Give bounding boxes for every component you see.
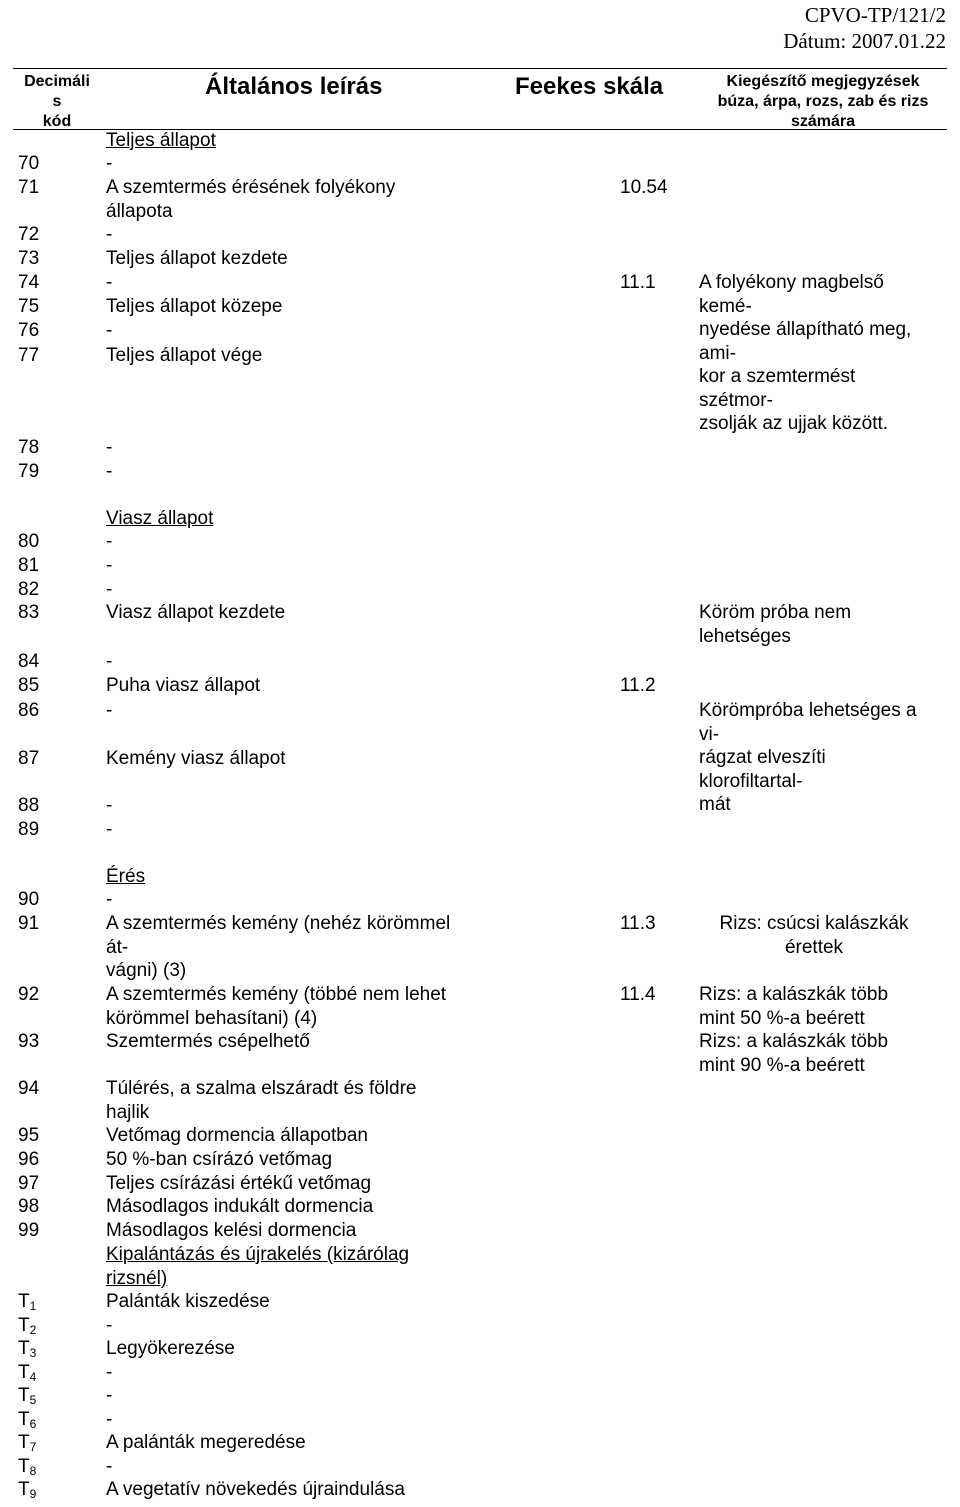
row-code: 87 bbox=[18, 748, 40, 769]
row-code-sub: 9 bbox=[29, 1487, 37, 1501]
row-code-letter: T bbox=[18, 1362, 30, 1383]
row-description: Puha viasz állapot bbox=[106, 675, 261, 696]
row-code: 76 bbox=[18, 320, 40, 341]
row-description: A szemtermés érésének folyékony állapota bbox=[106, 177, 396, 222]
row-description: Teljes csírázási értékű vetőmag bbox=[106, 1173, 372, 1194]
row-note: Rizs: csúcsi kalászkák érettek bbox=[719, 913, 909, 958]
row-note: Köröm próba nem lehetséges bbox=[699, 602, 852, 647]
section-title: Viasz állapot bbox=[106, 508, 214, 529]
row-description: Legyökerezése bbox=[106, 1338, 235, 1359]
row-description: A szemtermés kemény (többé nem lehet körömmel behasítani) (4) bbox=[106, 984, 447, 1029]
row-description: - bbox=[106, 555, 113, 576]
row-code: 78 bbox=[18, 437, 40, 458]
row-code-letter: T bbox=[18, 1479, 30, 1500]
row-feekes: 10.54 bbox=[620, 177, 668, 198]
row-description: - bbox=[106, 1385, 113, 1406]
row-code: 74 bbox=[18, 272, 40, 293]
row-description: A vegetatív növekedés újraindulása bbox=[106, 1479, 405, 1500]
row-description: - bbox=[106, 531, 113, 552]
row-code bbox=[18, 1478, 36, 1507]
row-description: - bbox=[106, 700, 113, 721]
row-code: 94 bbox=[18, 1078, 40, 1099]
row-description: - bbox=[106, 1315, 113, 1336]
col-general-description: Általános leírás bbox=[205, 73, 383, 100]
row-code: 71 bbox=[18, 177, 40, 198]
row-code-letter: T bbox=[18, 1338, 30, 1359]
row-description: A palánták megeredése bbox=[106, 1432, 306, 1453]
row-code: 96 bbox=[18, 1149, 40, 1170]
row-description: Teljes állapot vége bbox=[106, 345, 263, 366]
row-code: 98 bbox=[18, 1196, 40, 1217]
row-description: Palánták kiszedése bbox=[106, 1291, 270, 1312]
row-feekes: 11.1 bbox=[620, 272, 656, 293]
row-code-sub: 6 bbox=[29, 1417, 37, 1431]
row-code: 81 bbox=[18, 555, 40, 576]
document-id: CPVO-TP/121/2 bbox=[804, 3, 946, 27]
row-description: - bbox=[106, 819, 113, 840]
row-description: - bbox=[106, 461, 113, 482]
row-description: Szemtermés csépelhető bbox=[106, 1031, 310, 1052]
row-description: Viasz állapot kezdete bbox=[106, 602, 286, 623]
document-header bbox=[783, 2, 946, 54]
row-description: Kemény viasz állapot bbox=[106, 748, 286, 769]
row-code: 90 bbox=[18, 889, 40, 910]
row-description: Teljes állapot kezdete bbox=[106, 248, 288, 269]
row-code: 86 bbox=[18, 700, 40, 721]
row-code: 85 bbox=[18, 675, 40, 696]
row-description: - bbox=[106, 889, 113, 910]
row-description: Túlérés, a szalma elszáradt és földre hajlik bbox=[106, 1078, 417, 1123]
row-note: Rizs: a kalászkák több mint 50 %-a beérett bbox=[699, 984, 889, 1029]
row-code-sub: 5 bbox=[29, 1393, 37, 1407]
row-code: 91 bbox=[18, 913, 40, 934]
document-date: Dátum: 2007.01.22 bbox=[783, 29, 946, 53]
row-note: A folyékony magbelső kemé- nyedése állapítható meg, ami- kor a szemtermést szétmor- zsolják az ujjak között. bbox=[699, 272, 912, 434]
row-code-sub: 2 bbox=[29, 1323, 37, 1337]
row-feekes: 11.2 bbox=[620, 675, 656, 696]
row-code-letter: T bbox=[18, 1456, 30, 1477]
row-code-sub: 3 bbox=[29, 1346, 37, 1360]
row-code-letter: T bbox=[18, 1291, 30, 1312]
row-description: Másodlagos indukált dormencia bbox=[106, 1196, 374, 1217]
row-code: 72 bbox=[18, 224, 40, 245]
row-description: - bbox=[106, 1362, 113, 1383]
row-description: Teljes állapot közepe bbox=[106, 296, 283, 317]
row-code-sub: 4 bbox=[29, 1370, 37, 1384]
row-code: 88 bbox=[18, 795, 40, 816]
row-code: 99 bbox=[18, 1220, 40, 1241]
row-feekes: 11.4 bbox=[620, 984, 656, 1005]
row-code-letter: T bbox=[18, 1385, 30, 1406]
row-code: 93 bbox=[18, 1031, 40, 1052]
row-code-sub: 7 bbox=[29, 1440, 37, 1454]
row-description: Másodlagos kelési dormencia bbox=[106, 1220, 357, 1241]
row-code: 92 bbox=[18, 984, 40, 1005]
row-code: 70 bbox=[18, 153, 40, 174]
row-code: 83 bbox=[18, 602, 40, 623]
row-code: 89 bbox=[18, 819, 40, 840]
row-code: 82 bbox=[18, 579, 40, 600]
row-code: 73 bbox=[18, 248, 40, 269]
row-description: - bbox=[106, 153, 113, 174]
row-description: - bbox=[106, 437, 113, 458]
row-description: - bbox=[106, 1456, 113, 1477]
row-description: - bbox=[106, 579, 113, 600]
row-code: 75 bbox=[18, 296, 40, 317]
row-note: Rizs: a kalászkák több mint 90 %-a beérett bbox=[699, 1031, 889, 1076]
section-title: Érés bbox=[106, 866, 146, 887]
row-code-sub: 1 bbox=[29, 1299, 37, 1313]
row-description: - bbox=[106, 320, 113, 341]
row-description: - bbox=[106, 795, 113, 816]
row-code-sub: 8 bbox=[29, 1464, 37, 1478]
row-code: 95 bbox=[18, 1125, 40, 1146]
row-code: 79 bbox=[18, 461, 40, 482]
row-code-letter: T bbox=[18, 1315, 30, 1336]
row-note: Körömpróba lehetséges a vi- rágzat elveszíti klorofiltartal- mát bbox=[699, 700, 917, 815]
row-description: - bbox=[106, 1409, 113, 1430]
row-code: 84 bbox=[18, 651, 40, 672]
table-header bbox=[13, 68, 947, 130]
col-feekes-scale: Feekes skála bbox=[515, 73, 664, 100]
row-code-letter: T bbox=[18, 1409, 30, 1430]
row-code: 77 bbox=[18, 345, 40, 366]
row-code-letter: T bbox=[18, 1432, 30, 1453]
row-code: 80 bbox=[18, 531, 40, 552]
row-description: - bbox=[106, 272, 113, 293]
row-description: - bbox=[106, 651, 113, 672]
row-description: - bbox=[106, 224, 113, 245]
col-additional-notes: Kiegészítő megjegyzések búza, árpa, rozs, zab és rizs számára bbox=[717, 73, 929, 130]
row-description: A szemtermés kemény (nehéz körömmel át- vágni) (3) bbox=[106, 913, 451, 981]
row-description: Vetőmag dormencia állapotban bbox=[106, 1125, 368, 1146]
row-feekes: 11.3 bbox=[620, 913, 656, 934]
col-decimal-code: Decimáli s kód bbox=[24, 73, 90, 130]
row-code: 97 bbox=[18, 1173, 40, 1194]
row-description: 50 %-ban csírázó vetőmag bbox=[106, 1149, 333, 1170]
section-title: Teljes állapot bbox=[106, 130, 216, 151]
section-title: Kipalántázás és újrakelés (kizárólag rizsnél) bbox=[106, 1244, 410, 1289]
